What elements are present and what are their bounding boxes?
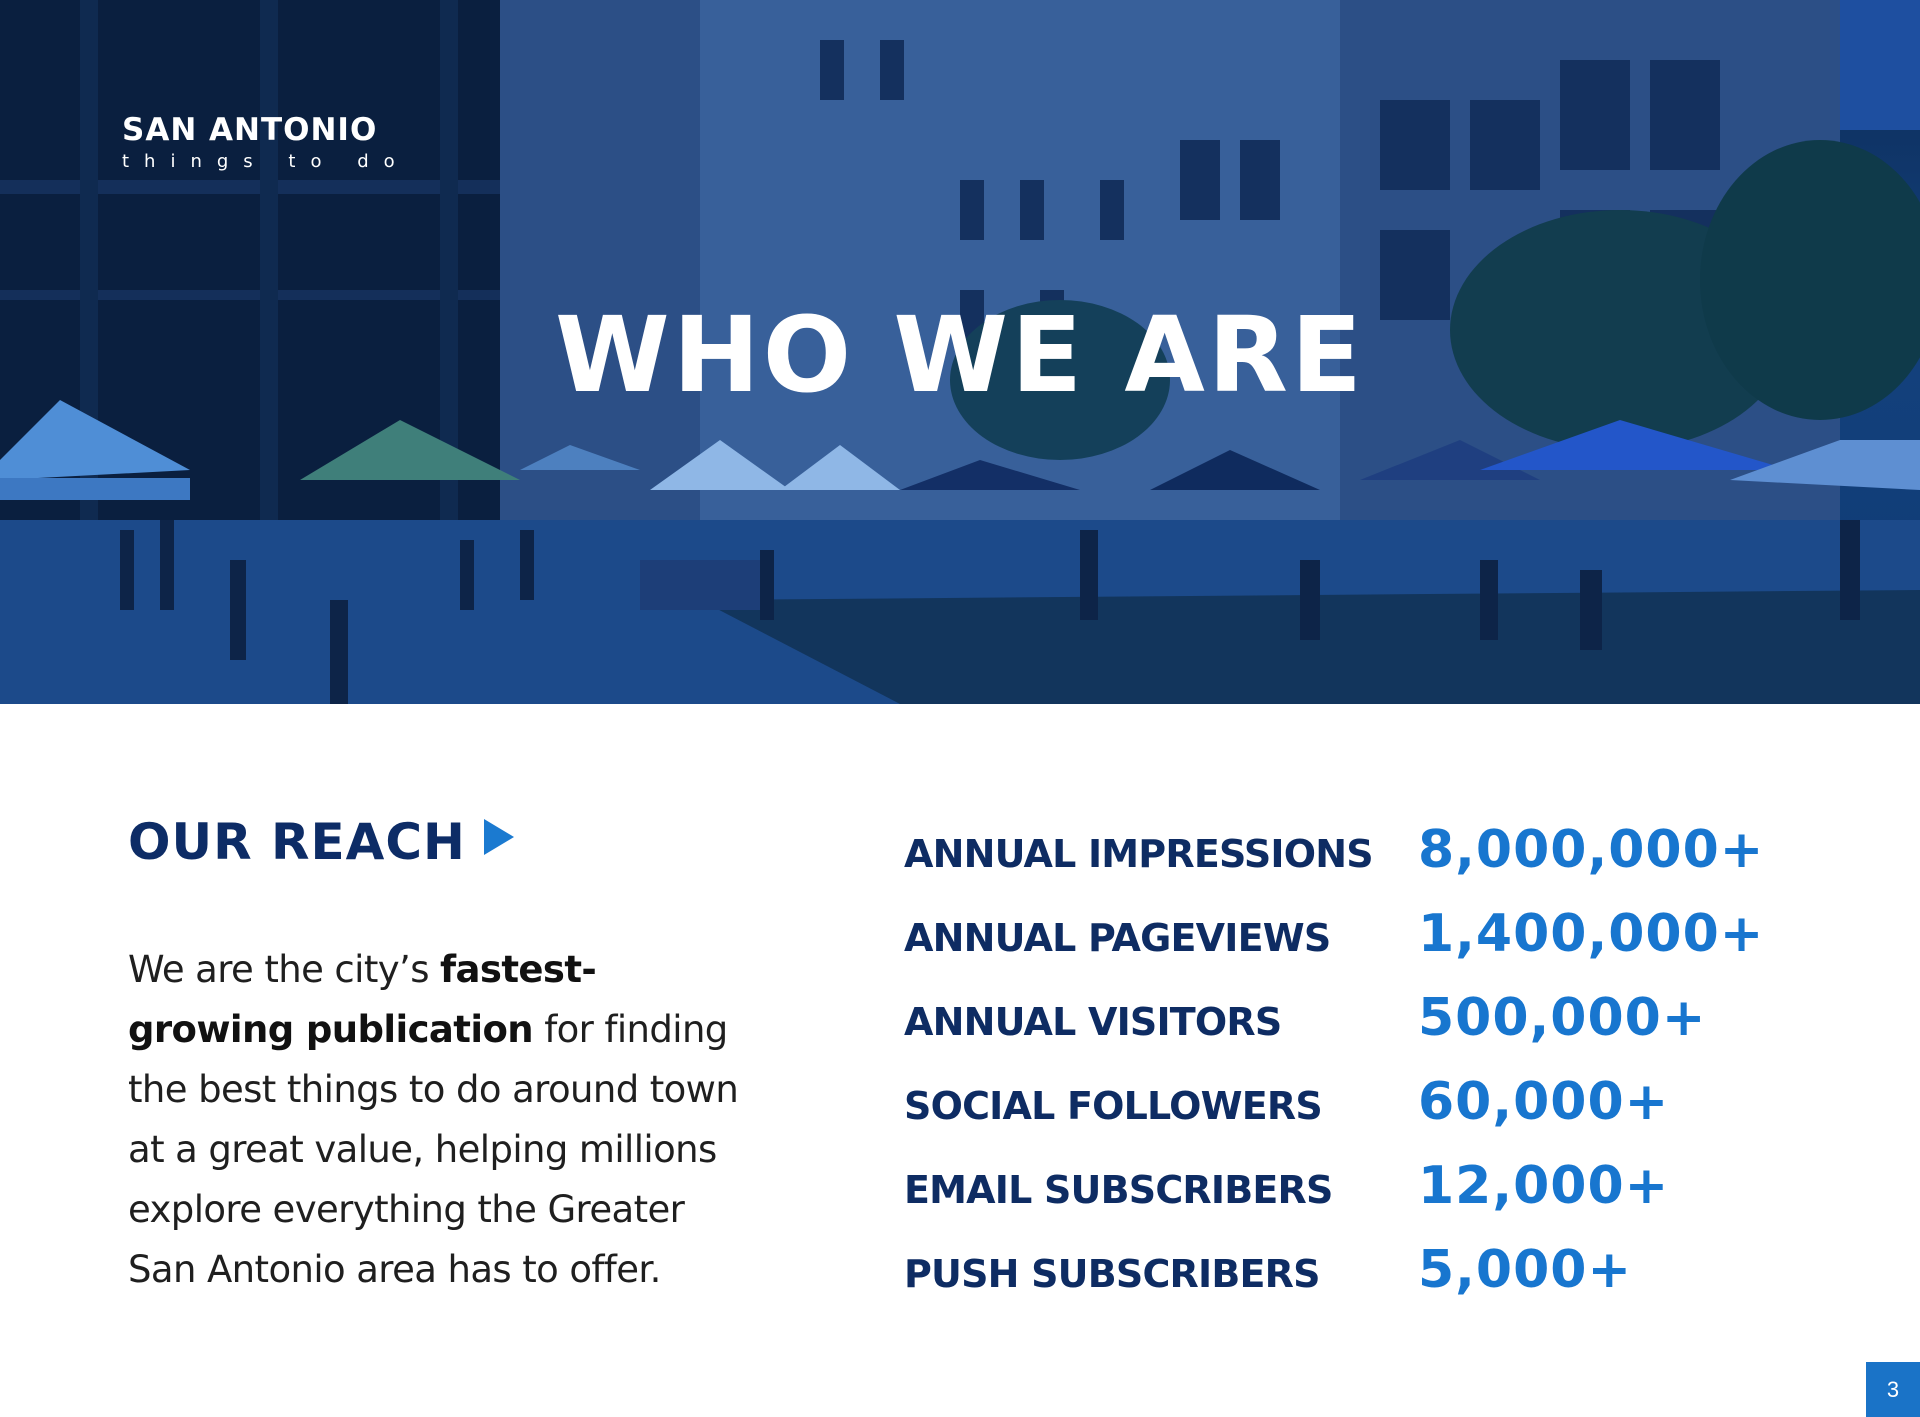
page-title: WHO WE ARE xyxy=(555,294,1365,416)
stat-label: SOCIAL FOLLOWERS xyxy=(904,1084,1322,1128)
brand-logo[interactable] xyxy=(122,112,410,174)
stat-value: 5,000+ xyxy=(1418,1240,1633,1300)
stat-row xyxy=(904,902,1904,972)
page-number: 3 xyxy=(1866,1362,1920,1417)
brand-name: SAN ANTONIO xyxy=(122,112,378,148)
play-arrow-icon xyxy=(484,819,514,855)
section-heading xyxy=(128,812,514,872)
stat-row xyxy=(904,1238,1904,1308)
stat-value: 60,000+ xyxy=(1418,1072,1670,1132)
description-rest: for finding the best things to do around town at a great value, helping millions explore everything the Greater San Antonio area has to offer. xyxy=(128,1008,739,1291)
brand-tagline: things to do xyxy=(122,151,410,172)
stat-label: ANNUAL VISITORS xyxy=(904,1000,1282,1044)
stat-value: 1,400,000+ xyxy=(1418,904,1765,964)
stat-row xyxy=(904,818,1904,888)
stat-value: 12,000+ xyxy=(1418,1156,1670,1216)
stat-label: ANNUAL IMPRESSIONS xyxy=(904,832,1373,876)
stat-label: ANNUAL PAGEVIEWS xyxy=(904,916,1331,960)
stat-value: 500,000+ xyxy=(1418,988,1707,1048)
hero-banner xyxy=(0,0,1920,704)
description-bold-phrase: fastest-growing publication xyxy=(128,948,597,1051)
stat-label: PUSH SUBSCRIBERS xyxy=(904,1252,1320,1296)
stat-row xyxy=(904,1070,1904,1140)
description-intro: We are the city’s xyxy=(128,948,441,991)
stat-value: 8,000,000+ xyxy=(1418,820,1765,880)
stat-row xyxy=(904,1154,1904,1224)
stat-row xyxy=(904,986,1904,1056)
section-heading-text: OUR REACH xyxy=(128,813,466,871)
stat-label: EMAIL SUBSCRIBERS xyxy=(904,1168,1333,1212)
reach-description xyxy=(128,940,758,1300)
